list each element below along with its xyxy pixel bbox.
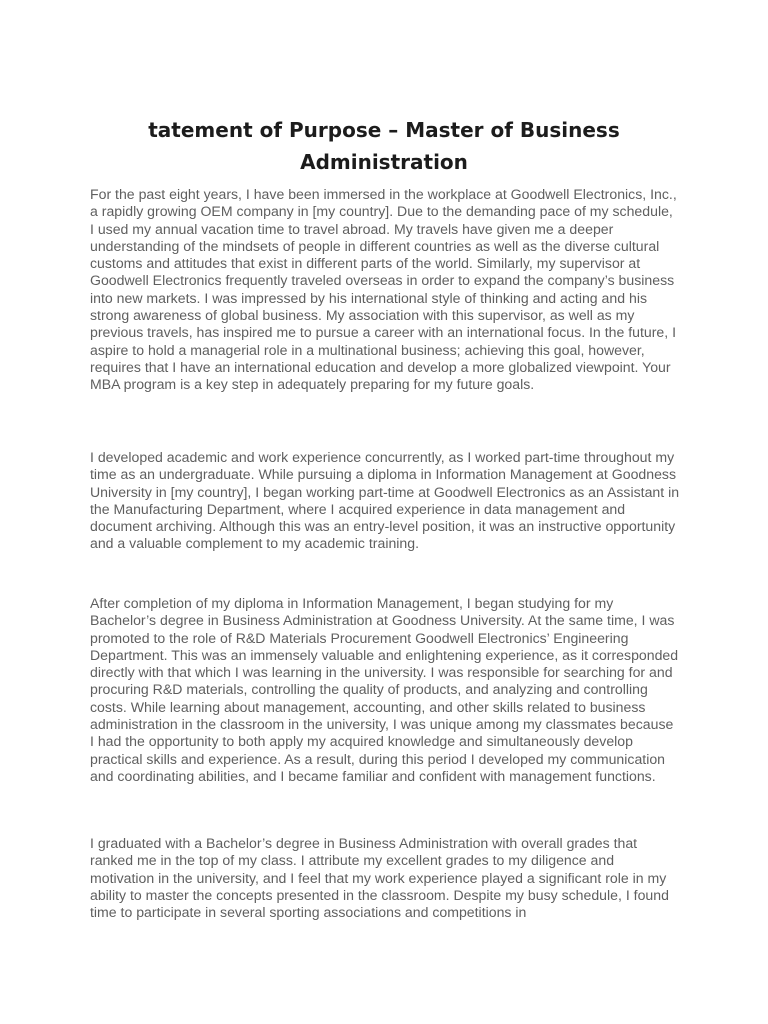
paragraph-bachelors-studies: After completion of my diploma in Information Management, I began studying for my Bachelor’s degree in Business Administration at Goodness University. At the same time, I was promoted to the role of R&D Materials Procurement Goodwell Electronics’ Engineering Department. This was an immensely valuable and enlightening experience, as it corresponded directly with that which I was learning in the university. I was responsible for searching for and procuring R&D materials, controlling the quality of products, and analyzing and controlling costs. While learning about management, accounting, and other skills related to business administration in the classroom in the university, I was unique among my classmates because I had the opportunity to both apply my acquired knowledge and simultaneously develop practical skills and experience. As a result, during this period I developed my communication and coordinating abilities, and I became familiar and confident with management functions.	[90, 595, 679, 784]
paragraph-work-experience: I developed academic and work experience concurrently, as I worked part-time throughout my time as an undergraduate. While pursuing a diploma in Information Management at Goodness University in [my country], I began working part-time at Goodwell Electronics as an Assistant in the Manufacturing Department, where I acquired experience in data management and document archiving. Although this was an entry-level position, it was an instructive opportunity and a valuable complement to my academic training.	[90, 449, 680, 552]
document-title: tatement of Purpose – Master of Business Administration	[148, 118, 620, 174]
paragraph-travel-experience: For the past eight years, I have been immersed in the workplace at Goodwell Electronics, Inc., a rapidly growing OEM company in [my country]. Due to the demanding pace of my schedule, I used my annual vacation time to travel abroad. My travels have given me a deeper understanding of the mindsets of people in different countries as well as the diverse cultural customs and attitudes that exist in different parts of the world. Similarly, my supervisor at Goodwell Electronics frequently traveled overseas in order to expand the company’s business into new markets. I was impressed by his international style of thinking and acting and his strong awareness of global business. My association with this supervisor, as well as my previous travels, has inspired me to pursue a career with an international focus. In the future, I aspire to hold a managerial role in a multinational business; achieving this goal, however, requires that I have an international education and develop a more globalized viewpoint. Your MBA program is a key step in adequately preparing for my future goals.	[90, 186, 677, 393]
paragraph-graduation: I graduated with a Bachelor’s degree in Business Administration with overall grades that ranked me in the top of my class. I attribute my excellent grades to my diligence and motivation in the university, and I feel that my work experience played a significant role in my ability to master the concepts presented in the classroom. Despite my busy schedule, I found time to participate in several sporting associations and competitions in	[90, 835, 669, 921]
